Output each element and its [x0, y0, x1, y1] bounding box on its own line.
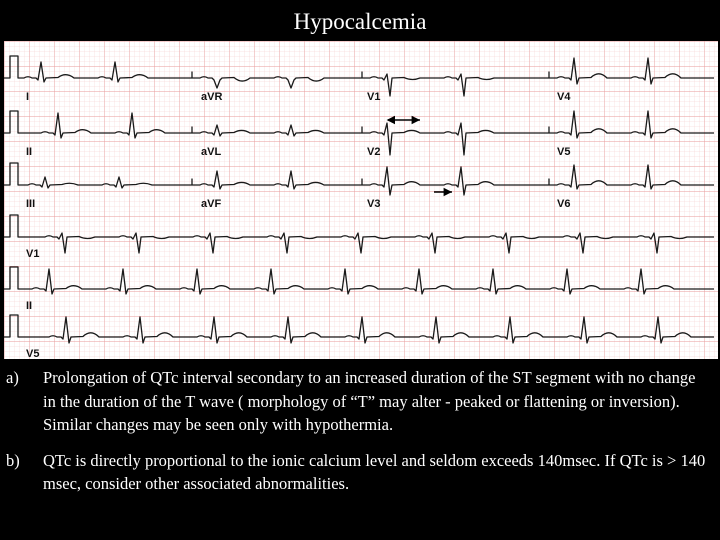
note-marker: a) [6, 368, 19, 387]
lead-label: aVR [201, 91, 223, 103]
note-b [0, 449, 720, 496]
lead-label: V1 [26, 248, 40, 260]
lead-label: V6 [557, 198, 571, 210]
note-marker: b) [6, 450, 20, 470]
ecg-strip [4, 41, 718, 359]
lead-label: II [26, 300, 33, 312]
note-a [0, 366, 720, 437]
ecg-tracing [4, 41, 718, 359]
ecg-grid [4, 41, 718, 359]
lead-label: I [26, 91, 30, 103]
note-text: Prolongation of QTc interval secondary to an increased duration of the ST segment with no change in the duration of the T wave ( morphology of “T” may alter - peaked or flattening or inversion). Similar changes may be seen only with hypothermia. [43, 368, 696, 434]
note-text: QTc is directly proportional to the ionic calcium level and seldom exceeds 140msec. If QTc is > 140 msec, consider other associated abnormalities. [43, 450, 706, 493]
notes-list [0, 366, 720, 496]
lead-label: aVL [201, 146, 222, 158]
lead-label: V5 [557, 146, 571, 158]
lead-label: III [26, 198, 36, 210]
lead-label: V4 [557, 91, 571, 103]
lead-label: V3 [367, 198, 381, 210]
lead-label: V1 [367, 91, 381, 103]
lead-label: aVF [201, 198, 222, 210]
slide-title: Hypocalcemia [293, 9, 427, 34]
lead-label: V2 [367, 146, 381, 158]
lead-label: V5 [26, 348, 40, 359]
lead-label: II [26, 146, 33, 158]
